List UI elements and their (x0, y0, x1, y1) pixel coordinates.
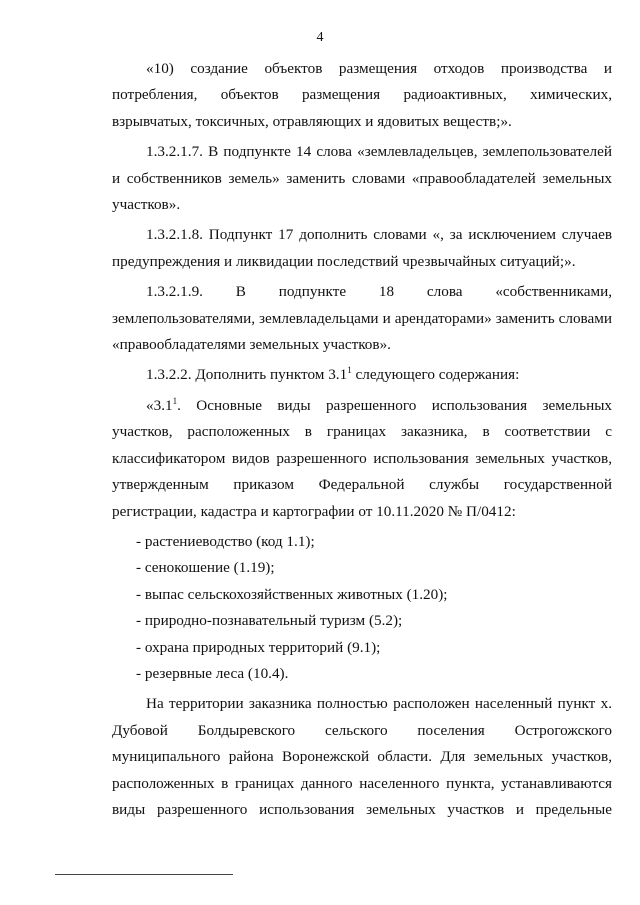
document-body (112, 56, 612, 823)
paragraph-item-10: «10) создание объектов размещения отходов производства и потребления, объектов размещения радиоактивных, химических, взрывчатых, токсичных, отравляющих и ядовитых веществ;». (112, 60, 612, 130)
list-item: - сенокошение (1.19); (136, 559, 275, 577)
list-item: - природно-познавательный туризм (5.2); (136, 612, 403, 630)
paragraph-3-1-1-start: «3.1 (146, 396, 173, 414)
superscript-marker: 1 (172, 395, 178, 406)
paragraph-1-3-2-1-7: 1.3.2.1.7. В подпункте 14 слова «землевладельцев, землепользователей и собственников земель» заменить словами «правообладателей земельных участков». (112, 143, 612, 214)
paragraph-1-3-2-1-8: 1.3.2.1.8. Подпункт 17 дополнить словами «, за исключением случаев предупреждения и ликвидации последствий чрезвычайных ситуаций;». (112, 226, 612, 270)
list-item: - выпас сельскохозяйственных животных (1.20); (136, 585, 448, 603)
footnote-separator (55, 874, 233, 875)
land-use-list (112, 529, 612, 687)
superscript-marker: 1 (347, 365, 352, 376)
paragraph-3-1-1 (112, 393, 612, 525)
list-item: - резервные леса (10.4). (136, 664, 289, 682)
list-item: - охрана природных территорий (9.1); (136, 638, 381, 656)
paragraph-1-3-2-2 (112, 362, 612, 388)
paragraph-settlement: На территории заказника полностью расположен населенный пункт х. Дубовой Болдыревского сельского поселения Острогожского муниципального района Воронежской области. Для земельных участков, расположенных в границах данного населенного пункта, устанавливаются виды разрешенного использования земельных участков и предельные (112, 695, 612, 818)
list-item: - растениеводство (код 1.1); (136, 532, 315, 550)
paragraph-1-3-2-2-text: 1.3.2.2. Дополнить пунктом 3.1 (146, 366, 348, 384)
paragraph-1-3-2-2-tail: следующего содержания: (351, 366, 520, 384)
page-number: 4 (316, 30, 324, 45)
paragraph-1-3-2-1-9: 1.3.2.1.9. В подпункте 18 слова «собственниками, землепользователями, землевладельцами и арендаторами» заменить словами «правообладателями земельных участков». (112, 283, 612, 354)
paragraph-3-1-1-text: . Основные виды разрешенного использования земельных участков, расположенных в границах заказника, в соответствии с классификатором видов разрешенного использования земельных участков, утвержденным приказом Федеральной службы государственной регистрации, кадастра и картографии от 10.11.2020 № П/0412: (112, 396, 612, 520)
